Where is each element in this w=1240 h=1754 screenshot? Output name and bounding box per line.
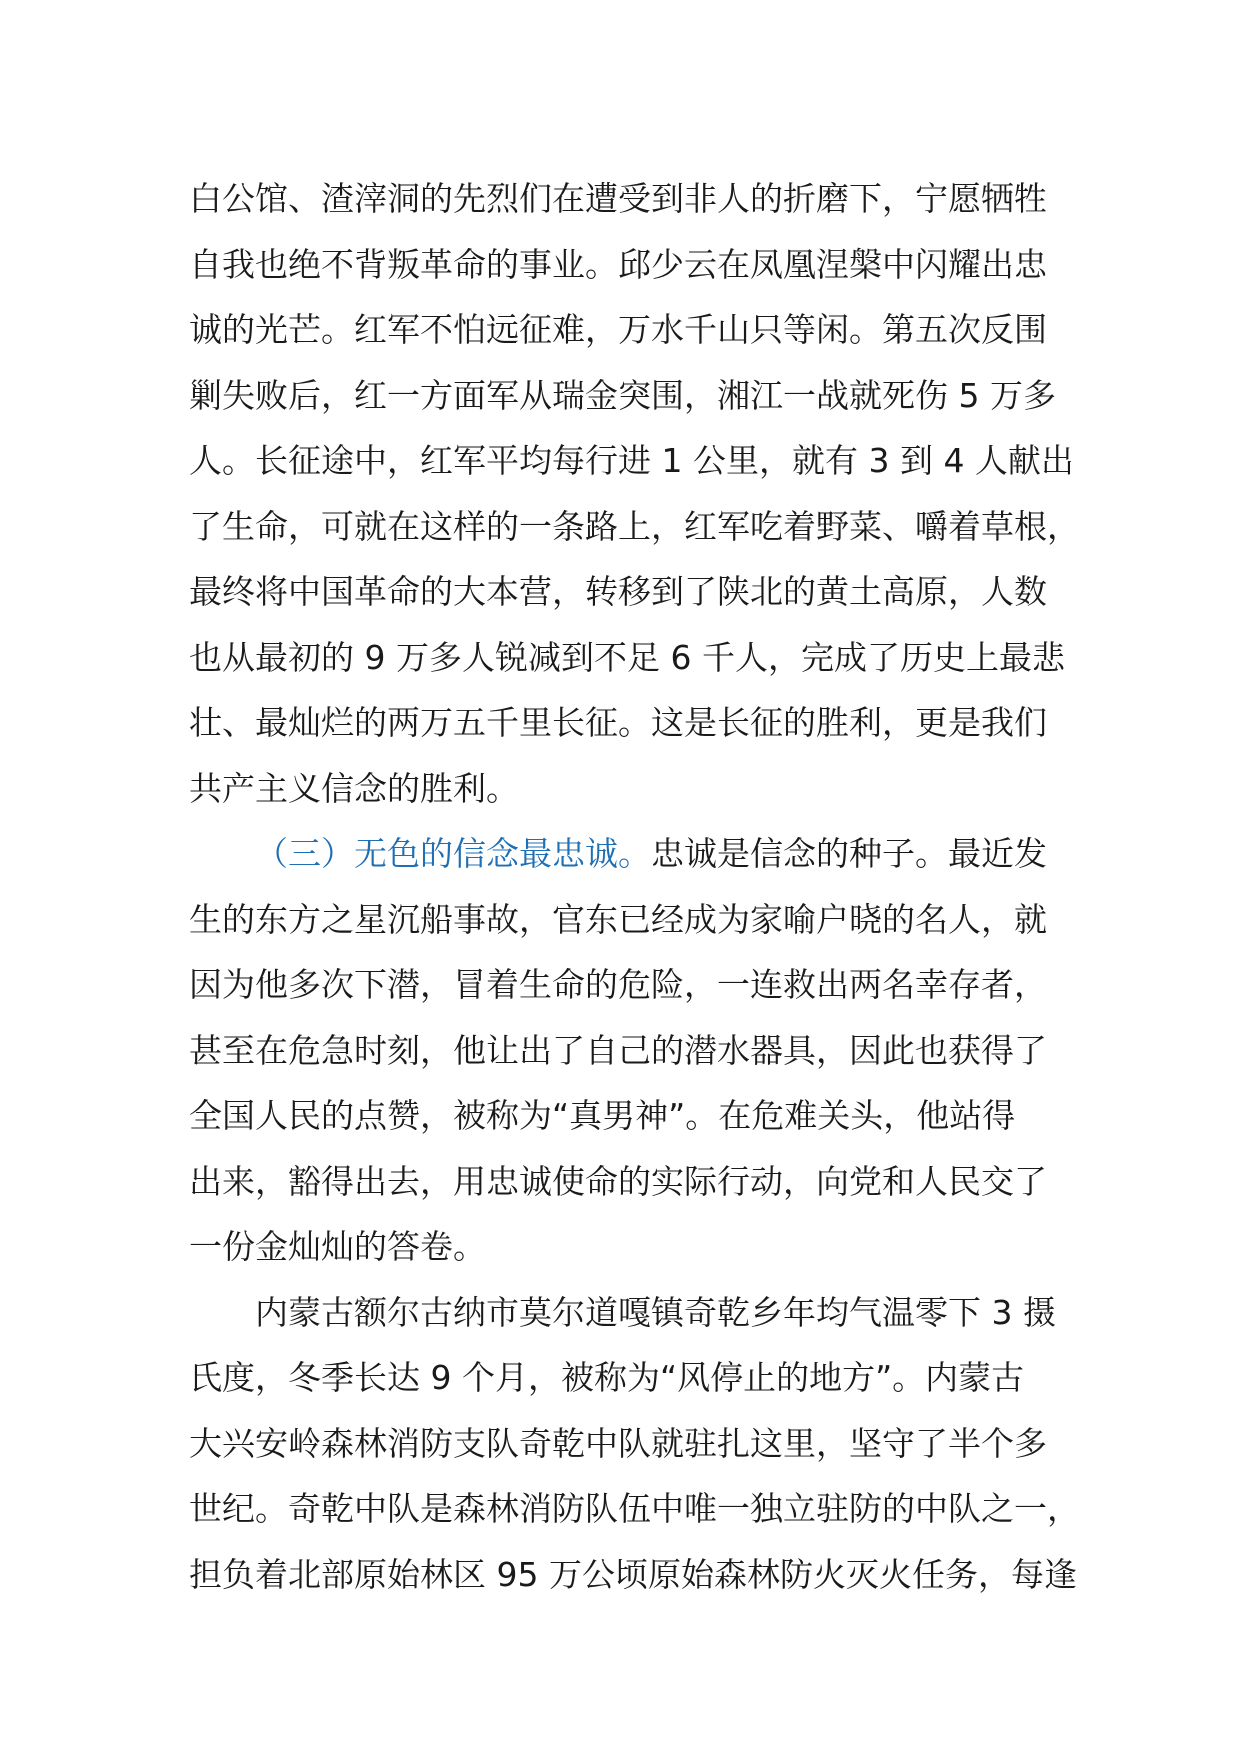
heading-followup-text: 忠诚是信念的种子。最近发 [651,834,1047,873]
text-line: 壮、最灿烂的两万五千里长征。这是长征的胜利，更是我们 [189,703,1047,742]
paragraph-2 [189,821,1061,1280]
text-line-first [189,821,1061,887]
text-line: 人。长征途中，红军平均每行进 1 公里，就有 3 到 4 人献出 [189,441,1074,480]
text-line: 了生命，可就在这样的一条路上，红军吃着野菜、嚼着草根， [189,506,1080,546]
text-line: 氏度，冬季长达 9 个月，被称为“风停止的地方”。内蒙古 [189,1358,1025,1397]
text-line: 共产主义信念的胜利。 [189,768,519,808]
text-line: 生的东方之星沉船事故，官东已经成为家喻户晓的名人，就 [189,899,1047,939]
text-line: 大兴安岭森林消防支队奇乾中队就驻扎这里，坚守了半个多 [189,1423,1047,1463]
paragraph-1 [189,166,1080,821]
section-heading: （三）无色的信念最忠诚。 [255,834,651,873]
text-line: 剿失败后，红一方面军从瑞金突围，湘江一战就死伤 5 万多 [189,375,1056,415]
text-line-first: 内蒙古额尔古纳市莫尔道嘎镇奇乾乡年均气温零下 3 摄 [255,1292,1056,1332]
text-line: 世纪。奇乾中队是森林消防队伍中唯一独立驻防的中队之一， [189,1489,1080,1528]
text-line: 也从最初的 9 万多人锐减到不足 6 千人，完成了历史上最悲 [189,637,1065,677]
text-line: 自我也绝不背叛革命的事业。邱少云在凤凰涅槃中闪耀出忠 [189,244,1047,284]
paragraph-3 [189,1280,1080,1608]
text-line: 全国人民的点赞，被称为“真男神”。在危难关头，他站得 [189,1096,1016,1135]
text-line: 因为他多次下潜，冒着生命的危险，一连救出两名幸存者， [189,965,1047,1004]
text-line: 一份金灿灿的答卷。 [189,1227,486,1266]
text-line: 最终将中国革命的大本营，转移到了陕北的黄土高原，人数 [189,572,1047,611]
text-line: 出来，豁得出去，用忠诚使命的实际行动，向党和人民交了 [189,1161,1047,1201]
document-body [189,166,1080,1607]
text-line: 诚的光芒。红军不怕远征难，万水千山只等闲。第五次反围 [189,310,1047,349]
text-line: 白公馆、渣滓洞的先烈们在遭受到非人的折磨下，宁愿牺牲 [189,179,1047,218]
text-line: 甚至在危急时刻，他让出了自己的潜水器具，因此也获得了 [189,1030,1047,1070]
text-line: 担负着北部原始林区 95 万公顷原始森林防火灭火任务，每逢 [189,1554,1077,1594]
